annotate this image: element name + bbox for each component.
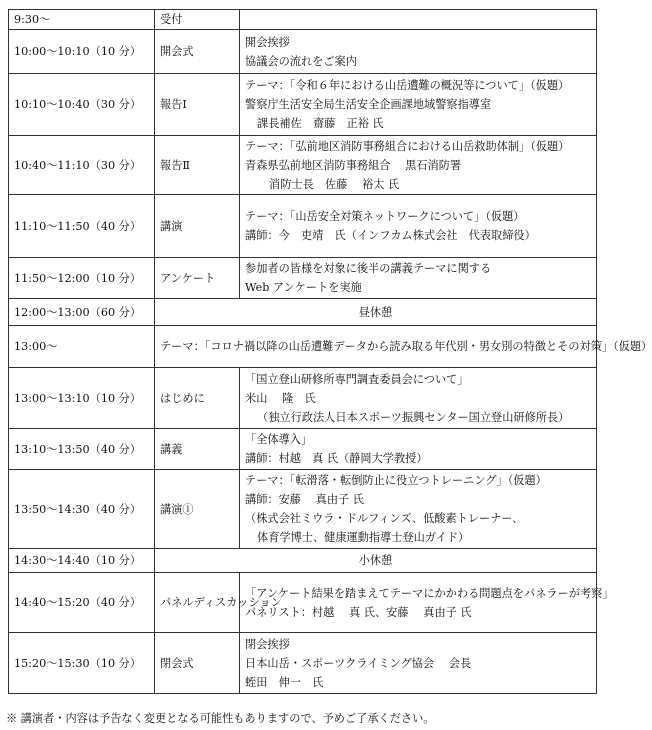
detail-cell: [240, 10, 597, 30]
item-cell: 講義: [155, 429, 240, 470]
time-cell: 13:50～14:30（40 分）: [9, 470, 155, 549]
schedule-row: [9, 10, 597, 30]
theme-cell: テーマ：「コロナ禍以降の山岳遭難データから読み取る年代別・男女別の特徴とその対策」（仮題）: [155, 326, 597, 368]
detail-line: 「国立登山研修所専門調査委員会について」: [245, 372, 469, 386]
schedule-row: [9, 633, 597, 694]
merged-cell: 小休憩: [155, 549, 597, 573]
schedule-row: [9, 326, 597, 368]
detail-line: （株式会社ミウラ・ドルフィンズ、低酸素トレーナー、: [245, 512, 524, 525]
detail-line: 青森県弘前地区消防事務組合 黒石消防署: [245, 158, 462, 172]
schedule-row: [9, 470, 597, 549]
detail-cell: [240, 195, 597, 258]
time-cell: 10:00～10:10（10 分）: [9, 30, 155, 74]
time-cell: 13:10～13:50（40 分）: [9, 429, 155, 470]
schedule-row: [9, 258, 597, 299]
item-cell: はじめに: [155, 368, 240, 429]
time-cell: 10:40～11:10（30 分）: [9, 136, 155, 195]
detail-line: テーマ：「令和６年における山岳遭難の概況等について」（仮題）: [245, 79, 570, 92]
detail-line: 開会挨拶: [245, 35, 290, 49]
item-cell: 報告Ⅰ: [155, 74, 240, 136]
detail-line: 課長補佐 齋藤 正裕 氏: [257, 117, 384, 130]
time-cell: 13:00～: [9, 326, 155, 368]
merged-cell: 昼休憩: [155, 299, 597, 326]
detail-line: 「アンケート結果を踏まえてテーマにかかわる問題点をパネラーが考察」: [245, 586, 614, 600]
detail-line: 蛭田 伸一 氏: [245, 675, 324, 689]
detail-cell: [240, 633, 597, 694]
detail-line: テーマ：「山岳安全対策ネットワークについて」（仮題）: [245, 210, 525, 223]
detail-cell: [240, 258, 597, 299]
detail-line: 米山 隆 氏: [245, 391, 316, 405]
detail-cell: [240, 573, 614, 633]
detail-line: Web アンケートを実施: [245, 281, 362, 294]
detail-cell: [240, 368, 597, 429]
schedule-row: [9, 429, 597, 470]
item-cell: パネルディスカッション: [155, 573, 240, 633]
time-cell: 14:30～14:40（10 分）: [9, 549, 155, 573]
detail-line: 警察庁生活安全局生活安全企画課地域警察指導室: [245, 98, 492, 111]
time-cell: 10:10～10:40（30 分）: [9, 74, 155, 136]
footnote: ※ 講演者・内容は予告なく変更となる可能性もありますので、予めご了承ください。: [6, 712, 435, 725]
time-cell: 11:50～12:00（10 分）: [9, 258, 155, 299]
schedule-row: [9, 573, 597, 633]
item-cell: アンケート: [155, 258, 240, 299]
detail-line: テーマ：「転滑落・転倒防止に役立つトレーニング」（仮題）: [245, 474, 547, 487]
detail-line: 協議会の流れをご案内: [245, 54, 357, 68]
time-cell: 9:30～: [9, 10, 155, 30]
program-schedule-table: [8, 9, 652, 694]
detail-line: テーマ：「弘前地区消防事務組合における山岳救助体制」（仮題）: [245, 139, 570, 153]
time-cell: 13:00～13:10（10 分）: [9, 368, 155, 429]
item-cell: 講演: [155, 195, 240, 258]
schedule-row: [9, 195, 597, 258]
item-cell: 報告Ⅱ: [155, 136, 240, 195]
item-cell: 閉会式: [155, 633, 240, 694]
detail-line: 参加者の皆様を対象に後半の講義テーマに関する: [245, 262, 492, 275]
detail-cell: [240, 30, 597, 74]
detail-line: 体育学博士、健康運動指導士登山ガイド）: [257, 531, 470, 544]
detail-line: 閉会挨拶: [245, 637, 290, 651]
detail-line: 消防士長 佐藤 裕太 氏: [269, 177, 400, 191]
detail-line: 日本山岳・スポーツクライミング協会 会長: [245, 656, 472, 670]
schedule-row: [9, 74, 597, 136]
detail-cell: [240, 136, 597, 195]
detail-cell: [240, 470, 597, 549]
schedule-row: [9, 368, 597, 429]
time-cell: 14:40～15:20（40 分）: [9, 573, 155, 633]
detail-line: 講師：村越 真 氏（静岡大学教授）: [245, 452, 428, 465]
schedule-row: [9, 136, 597, 195]
detail-line: （独立行政法人日本スポーツ振興センター国立登山研修所長）: [257, 410, 570, 424]
detail-line: 講師：今 吏靖 氏（インフカム株式会社 代表取締役）: [245, 229, 536, 242]
detail-cell: [240, 429, 597, 470]
schedule-row: [9, 549, 597, 573]
time-cell: 12:00～13:00（60 分）: [9, 299, 155, 326]
time-cell: 15:20～15:30（10 分）: [9, 633, 155, 694]
detail-line: 講師：安藤 真由子 氏: [245, 493, 364, 506]
time-cell: 11:10～11:50（40 分）: [9, 195, 155, 258]
item-cell: 開会式: [155, 30, 240, 74]
detail-cell: [240, 74, 597, 136]
detail-line: 「全体導入」: [245, 433, 313, 446]
detail-line: パネリスト：村越 真 氏、安藤 真由子 氏: [245, 605, 472, 619]
schedule-row: [9, 30, 597, 74]
item-cell: 講演①: [155, 470, 240, 549]
schedule-row: [9, 299, 597, 326]
item-cell: 受付: [155, 10, 240, 30]
